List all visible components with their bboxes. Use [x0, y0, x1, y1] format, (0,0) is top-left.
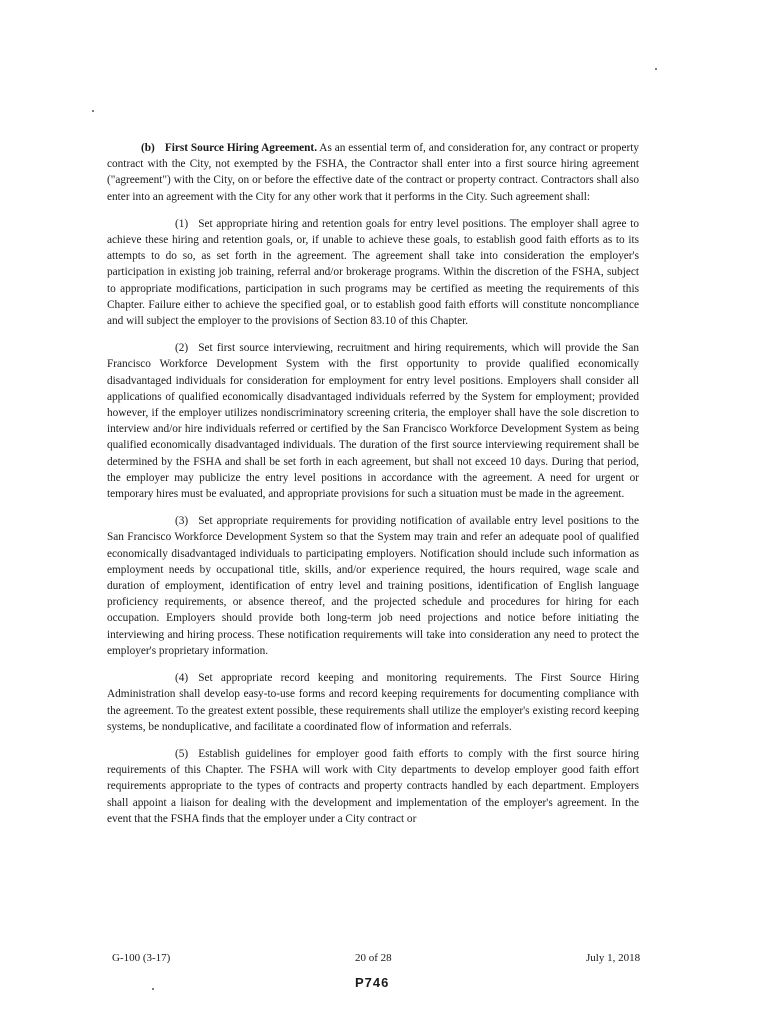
- scan-speck: [92, 110, 94, 112]
- numbered-paragraph-4: [107, 670, 639, 735]
- paragraph-number: (4): [175, 672, 189, 685]
- paragraph-text: Set appropriate hiring and retention goals for entry level positions. The employer shall agree to achieve these hiring and retention goals, or, if unable to achieve these goals, to establish good faith efforts as to its attempts to do so, as set forth in the agreement. The agreement shall take into consideration the employer's participation in existing job training, referral and/or brokerage programs. Within the discretion of the FSHA, subject to appropriate modifications, participation in such programs may be certified as meeting the requirements of this Chapter. Failure either to achieve the specified goal, or to establish good faith efforts will constitute noncompliance and will subject the employer to the provisions of Section 83.10 of this Chapter.: [107, 217, 639, 328]
- footer-page-number: 20 of 28: [355, 952, 392, 964]
- section-b-paragraph: [107, 140, 639, 205]
- scan-speck: [152, 988, 154, 990]
- paragraph-number: (1): [175, 217, 189, 230]
- section-intro: As an essential term of, and consideration for, any contract or property contract with the City, not exempted by the FSHA, the Contractor shall enter into a first source hiring agreement ("agreement") with the City, on or before the effective date of the contract or property contract. Contractors shall also enter into an agreement with the City for any other work that it performs in the City. Such agreement shall:: [107, 142, 640, 203]
- footer-date: July 1, 2018: [586, 952, 641, 964]
- paragraph-text: Establish guidelines for employer good faith efforts to comply with the first source hiring requirements of this Chapter. The FSHA will work with City departments to develop employer good faith effort requirements appropriate to the types of contracts and property contracts handled by each department. Employers shall appoint a liaison for dealing with the development and implementation of the employer's agreement. In the event that the FSHA finds that the employer under a City contract or: [107, 747, 639, 825]
- numbered-paragraph-3: [107, 513, 639, 659]
- footer-form-id: G-100 (3-17): [112, 952, 171, 964]
- scan-speck: [655, 68, 657, 70]
- paragraph-text: Set appropriate record keeping and monitoring requirements. The First Source Hiring Administration shall develop easy-to-use forms and record keeping requirements for documenting compliance with the agreement. To the greatest extent possible, these requirements shall utilize the employer's existing record keeping systems, be nonduplicative, and facilitate a coordinated flow of information and referrals.: [107, 672, 639, 733]
- paragraph-text: Set appropriate requirements for providing notification of available entry level positions to the San Francisco Workforce Development System so that the System may train and refer an adequate pool of qualified economically disadvantaged individuals to participating employers. Notification should include such information as employment needs by occupational title, skills, and/or experience required, the hours required, wage scale and duration of employment, identification of entry level and training positions, identification of English language proficiency requirements, or absence thereof, and the projected schedule and procedures for hiring for each occupation. Employers should provide both long-term job need projections and notice before initiating the interviewing and hiring process. These notification requirements will take into consideration any need to protect the employer's proprietary information.: [107, 515, 639, 657]
- paragraph-number: (2): [175, 342, 189, 355]
- document-body: [107, 140, 639, 838]
- bates-stamp: P746: [355, 975, 390, 990]
- numbered-paragraph-2: [107, 340, 639, 502]
- paragraph-number: (5): [175, 747, 189, 760]
- section-heading: First Source Hiring Agreement.: [164, 142, 318, 154]
- section-label: (b): [141, 142, 155, 154]
- numbered-paragraph-1: [107, 216, 639, 329]
- paragraph-text: Set first source interviewing, recruitment and hiring requirements, which will provide the San Francisco Workforce Development System with the first opportunity to provide qualified economically disadvantaged individuals for consideration for employment for entry level positions. Employers shall consider all applications of qualified economically disadvantaged individuals referred by the System for employment; provided however, if the employer utilizes nondiscriminatory screening criteria, the employer shall have the sole discretion to interview and/or hire individuals referred or certified by the San Francisco Workforce Development System as being qualified economically disadvantaged individuals. The duration of the first source interviewing requirement shall be determined by the FSHA and shall be set forth in each agreement, but shall not exceed 10 days. During that period, the employer may publicize the entry level positions in accordance with the agreement. A need for urgent or temporary hires must be evaluated, and appropriate provisions for such a situation must be made in the agreement.: [107, 342, 639, 501]
- numbered-paragraph-5: [107, 746, 639, 827]
- paragraph-number: (3): [175, 515, 189, 528]
